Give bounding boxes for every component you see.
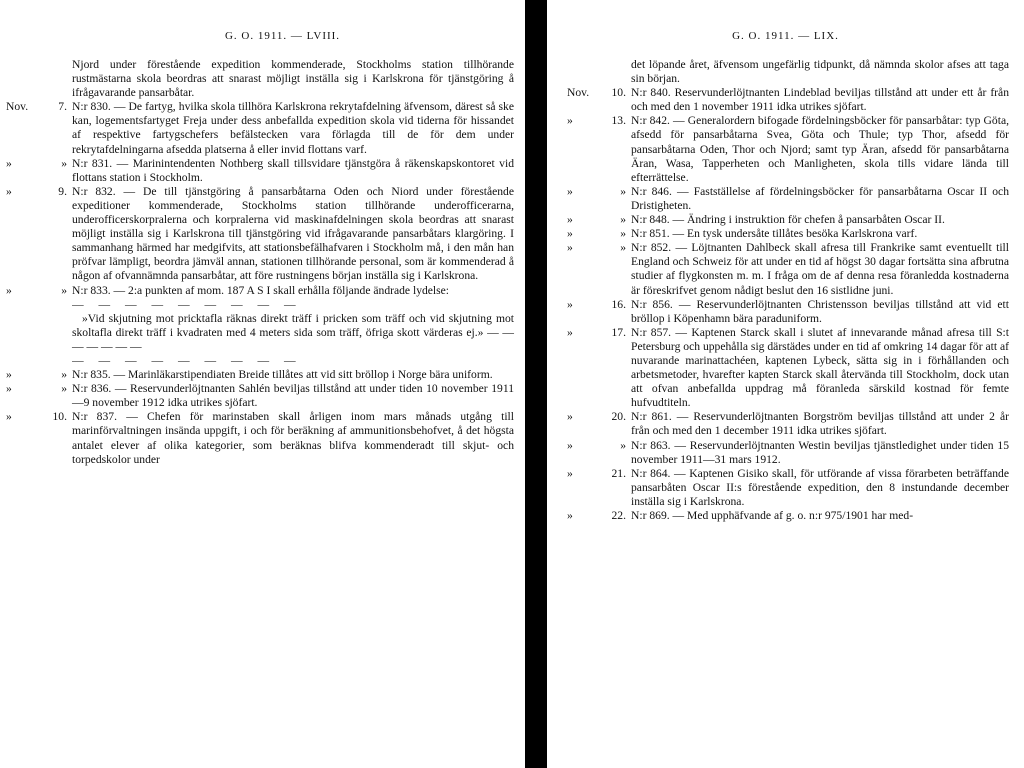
entry-day: 21.	[611, 466, 626, 480]
dash-rule: — — — — — — — — —	[72, 353, 302, 367]
book-gutter	[525, 0, 547, 768]
entry	[547, 298, 1017, 326]
entry-day: »	[620, 241, 626, 255]
dash-rule: — — — — — — — — —	[72, 297, 302, 311]
entry	[0, 58, 522, 100]
entry-month: »	[567, 213, 573, 227]
entry-day: »	[61, 283, 67, 297]
page-header-left: G. O. 1911. — LVIII.	[224, 30, 341, 42]
entry-text: N:r 852. — Löjtnanten Dahlbeck skall afresa till Frankrike samt eventuellt till England och Schweiz för att under en tid af högst 30 dagar fortsätta sina afbrutna studier af flygkonsten m. m. I fråga om de af denna resa föranledda kostnaderna är föreskrifvet genom nådigt beslut den 16 sistlidne juni.	[631, 241, 1009, 297]
entry	[0, 382, 522, 410]
entry-text: N:r 869. — Med upphäfvande af g. o. n:r 975/1901 har med-	[631, 509, 914, 522]
entry	[0, 284, 522, 369]
entry-text: det löpande året, äfvensom ungefärlig tidpunkt, då nämnda skolor afses att taga sin början.	[631, 58, 1009, 86]
quoted-text: »Vid skjutning mot pricktafla räknas direkt träff i pricken som träff och vid skjutning mot skoltafla direkt träff i kvadraten med 4 meters sida som träff, öfriga skott värderas ej.» — — — — — — —	[72, 311, 514, 353]
entry	[0, 368, 522, 382]
entry-day: 9.	[58, 184, 67, 198]
entry-day: »	[61, 368, 67, 382]
entry-text: N:r 848. — Ändring i instruktion för chefen å pansarbåten Oscar II.	[631, 213, 945, 227]
entry	[547, 58, 1017, 86]
entry-month: »	[567, 297, 573, 311]
left-page-body	[0, 58, 522, 467]
entry-month: »	[6, 283, 12, 297]
entry-text-block	[72, 284, 522, 369]
entry	[0, 100, 522, 156]
entry-text: N:r 836. — Reservunderlöjtnanten Sahlén beviljas tillstånd att under tiden 10 november 1911—9 november 1912 idka utrikes sjöfart.	[72, 382, 514, 410]
entry	[547, 227, 1017, 241]
entry-day: »	[620, 227, 626, 241]
entry-text: N:r 842. — Generalordern bifogade fördelningsböcker för pansarbåtar: typ Göta, afsedd för pansarbåtarna Svea, Göta och Thule; typ Thor, afsedd för pansarbåtarna Oden, Thor och Njord; samt typ Äran, afsedd för pansarbåtarna Äran, Wasa, Tapperheten och Manligheten, skola tills vidare lända till efterrättelse.	[631, 114, 1009, 184]
entry	[547, 439, 1017, 467]
entry-month: »	[567, 227, 573, 241]
entry	[547, 326, 1017, 411]
entry-text: N:r 832. — De till tjänstgöring å pansarbåtarna Oden och Niord under förestående expeditioner kommenderade, Stockholms station tillhörande underofficerarna, underofficerskorpralerna och korpralerna vid maskinafdelningen skola beordras att snarast möjligt inställa sig i Karlskrona till tjänstgöring vid ifrågavarande pansarbåtars klargöring. I sammanhang härmed har medgifvits, att stationsbefälhafvaren i Stockholm må, i den mån han pröfvar lämpligt, beordra jämväl annan, stationen tillhörande personal, som är kommenderad å någon af ofvannämnda pansarbåtar, att före rustningens början inställa sig i Karlskrona.	[72, 184, 514, 283]
entry-month: Nov.	[567, 86, 590, 100]
entry-month: »	[567, 114, 573, 128]
entry-month: Nov.	[6, 100, 29, 114]
entry-month: »	[567, 410, 573, 424]
entry-month: »	[567, 509, 573, 522]
page-header-right: G. O. 1911. — LIX.	[732, 30, 839, 42]
entry-month: »	[6, 410, 12, 424]
entry-text: N:r 851. — En tysk undersåte tillåtes besöka Karlskrona varf.	[631, 227, 918, 241]
entry-text: N:r 861. — Reservunderlöjtnanten Borgström beviljas tillstånd att under 2 år från och med den 1 december 1911 idka utrikes sjöfart.	[631, 410, 1009, 438]
entry-day: 20.	[611, 410, 626, 424]
entry-day	[42, 58, 72, 100]
entry-text: N:r 835. — Marinläkarstipendiaten Breide tillåtes att vid sitt bröllop i Norge bära uniform.	[72, 368, 493, 382]
entry	[547, 509, 1017, 523]
entry-month: »	[6, 382, 12, 396]
entry-month: »	[567, 184, 573, 198]
entry	[0, 185, 522, 284]
entry-day: 16.	[611, 297, 626, 311]
entry	[547, 467, 1017, 509]
entry-text: N:r 840. Reservunderlöjtnanten Lindeblad beviljas tillstånd att under ett år från och med den 1 november 1911 idka utrikes sjöfart.	[631, 86, 1009, 114]
entry-month: »	[6, 156, 12, 170]
entry-day: »	[61, 382, 67, 396]
entry-month	[547, 58, 571, 86]
entry-day: »	[620, 213, 626, 227]
entry-month: »	[567, 466, 573, 480]
entry-month: »	[567, 438, 573, 452]
entry-text: N:r 864. — Kaptenen Gisiko skall, för utförande af vissa förarbeten beträffande pansarbåten Oscar II:s förestående expedition, den 8 instundande december inställa sig i Karlskrona.	[631, 466, 1009, 508]
entry-month: »	[567, 241, 573, 255]
right-page	[547, 0, 1024, 768]
entry-text: N:r 863. — Reservunderlöjtnanten Westin beviljas tjänstledighet under tiden 15 november 1911—31 mars 1912.	[631, 438, 1009, 466]
entry-day: 10.	[52, 410, 67, 424]
entry	[547, 241, 1017, 297]
entry	[547, 114, 1017, 184]
entry-text: N:r 857. — Kaptenen Starck skall i slutet af innevarande månad afresa till S:t Petersburg och uppehålla sig därstädes under en tid af omkring 14 dagar för att af nuvarande marinattachéen, kaptenen Lybeck, sätta sig in i förhållanden och arbetsmetoder, hvarefter kapten Starck skall återvända till Stockholm, dock utan att ofvan anbefallda uppdrag må föranleda särskild kostnad för femte hufvudtiteln.	[631, 325, 1009, 410]
entry-text: N:r 837. — Chefen för marinstaben skall årligen inom mars månads utgång till marinförvaltningen insända uppgift, i och för beräkning af ammunitionsbehofvet, å det högsta antalet elever af olika kategorier, som beräknas blifva kommenderadt till skjut- och torpedskolor under	[72, 410, 514, 466]
entry-month: »	[567, 325, 573, 339]
entry-month	[0, 58, 42, 100]
entry-day: 7.	[58, 100, 67, 114]
entry-text: N:r 856. — Reservunderlöjtnanten Christensson beviljas tillstånd att vid ett bröllop i Köpenhamn bära paraduniform.	[631, 297, 1009, 325]
entry	[547, 213, 1017, 227]
entry-day: 13.	[611, 114, 626, 128]
entry	[547, 86, 1017, 114]
entry-day: 10.	[611, 86, 626, 100]
entry-text: N:r 833. — 2:a punkten af mom. 187 A S I skall erhålla följande ändrade lydelse:	[72, 283, 450, 297]
entry-month: »	[6, 184, 12, 198]
entry	[547, 185, 1017, 213]
entry-day: »	[620, 184, 626, 198]
entry-month: »	[6, 368, 12, 382]
entry-text: N:r 831. — Marinintendenten Nothberg skall tillsvidare tjänstgöra å räkenskapskontoret vid flottans station i Stockholm.	[72, 156, 514, 184]
entry-day: »	[61, 156, 67, 170]
entry	[0, 410, 522, 466]
entry-day: 22.	[611, 509, 626, 522]
entry-day	[571, 58, 631, 86]
entry-text: N:r 846. — Fastställelse af fördelningsböcker för pansarbåtarna Oscar II och Dristigheten.	[631, 184, 1009, 212]
right-page-body	[547, 58, 1017, 523]
entry	[0, 157, 522, 185]
entry-day: 17.	[611, 325, 626, 339]
entry-day: »	[620, 438, 626, 452]
entry	[547, 410, 1017, 438]
entry-text: Njord under förestående expedition kommenderade, Stockholms station tillhörande rustmästarna skola beordras att snarast möjligt inställa sig i Karlskrona för tjänstgöring å ifrågavarande pansarbåtar.	[72, 58, 514, 100]
entry-text: N:r 830. — De fartyg, hvilka skola tillhöra Karlskrona rekrytafdelning äfvensom, därest så ske kan, logementsfartyget Freja under dess anbefallda expedition skola vid tiderna för hissandet af respektive fartygschefers befälstecken vara förlagda till de för dem under rekrytafdelningarna afsedda platserna å eller invid flottans varf.	[72, 100, 514, 156]
